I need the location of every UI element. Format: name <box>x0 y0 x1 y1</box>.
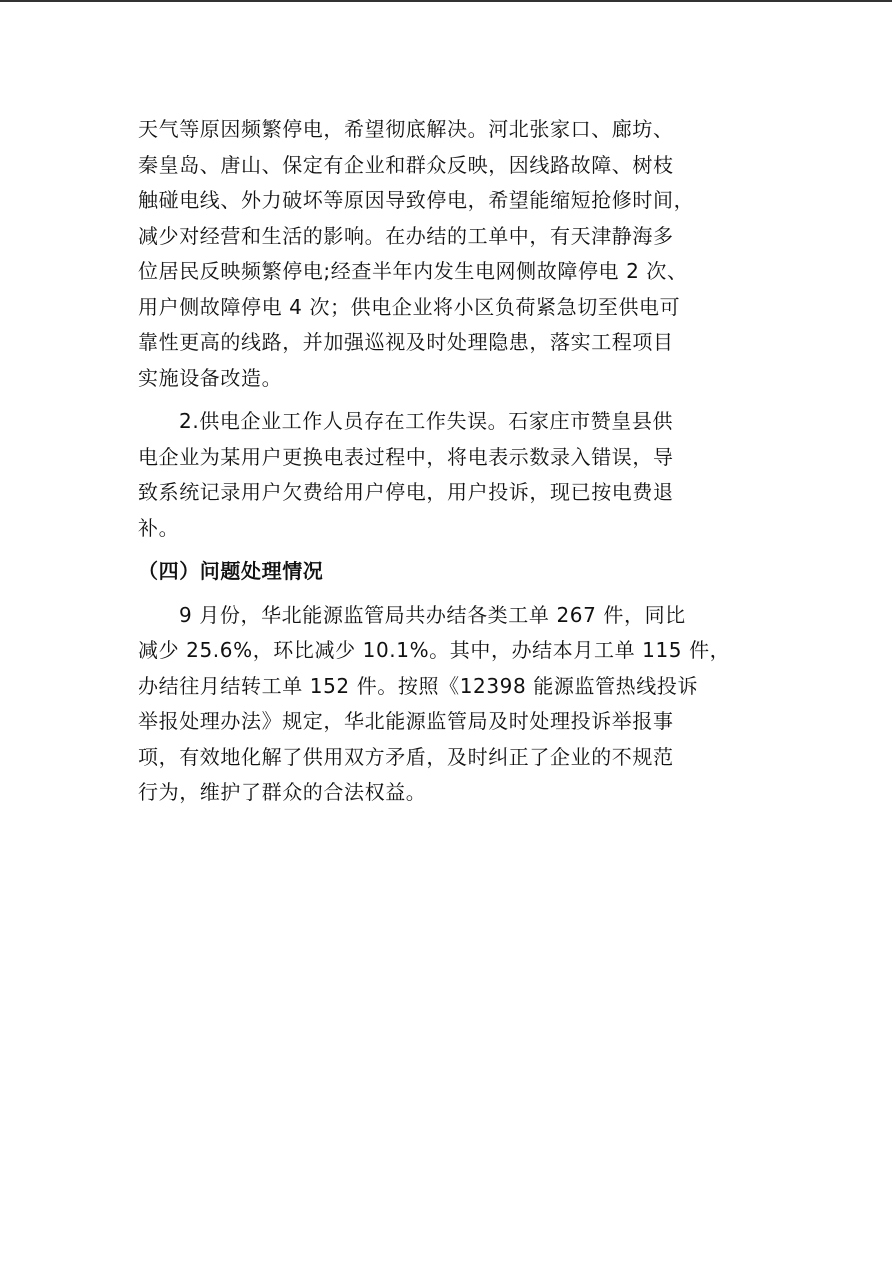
text-line: 致系统记录用户欠费给用户停电，用户投诉，现已按电费退 <box>138 480 674 504</box>
section-heading: （四）问题处理情况 <box>138 559 324 583</box>
text-line: 减少对经营和生活的影响。在办结的工单中，有天津静海多 <box>138 223 674 248</box>
text-line: 2.供电企业工作人员存在工作失误。石家庄市赞皇县供 <box>179 409 674 433</box>
paragraph-staff-errors <box>138 404 758 546</box>
paragraph-power-outage-complaints <box>138 112 758 396</box>
text-line: 用户侧故障停电 4 次；供电企业将小区负荷紧急切至供电可 <box>138 294 681 319</box>
text-line: 秦皇岛、唐山、保定有企业和群众反映，因线路故障、树枝 <box>138 152 674 177</box>
text-line: 靠性更高的线路，并加强巡视及时处理隐患，落实工程项目 <box>138 330 674 354</box>
text-line: 电企业为某用户更换电表过程中，将电表示数录入错误，导 <box>138 444 674 469</box>
text-line: 触碰电线、外力破坏等原因导致停电，希望能缩短抢修时间， <box>138 188 695 212</box>
text-line: 办结往月结转工单 152 件。按照《12398 能源监管热线投诉 <box>138 673 699 698</box>
text-line: 位居民反映频繁停电;经查半年内发生电网侧故障停电 2 次、 <box>138 259 688 283</box>
text-line: 行为，维护了群众的合法权益。 <box>138 780 427 804</box>
text-line: 补。 <box>138 515 180 540</box>
text-line: 实施设备改造。 <box>138 365 283 390</box>
text-line: 减少 25.6%，环比减少 10.1%。其中，办结本月工单 115 件， <box>138 638 731 662</box>
paragraph-handling-summary <box>138 598 758 811</box>
document-page <box>138 112 758 811</box>
top-border-line <box>0 0 892 2</box>
text-line: 项，有效地化解了供用双方矛盾，及时纠正了企业的不规范 <box>138 744 674 769</box>
text-line: 9 月份，华北能源监管局共办结各类工单 267 件，同比 <box>179 602 686 627</box>
text-line: 天气等原因频繁停电，希望彻底解决。河北张家口、廊坊、 <box>138 117 674 141</box>
text-line: 举报处理办法》规定，华北能源监管局及时处理投诉举报事 <box>138 709 674 733</box>
